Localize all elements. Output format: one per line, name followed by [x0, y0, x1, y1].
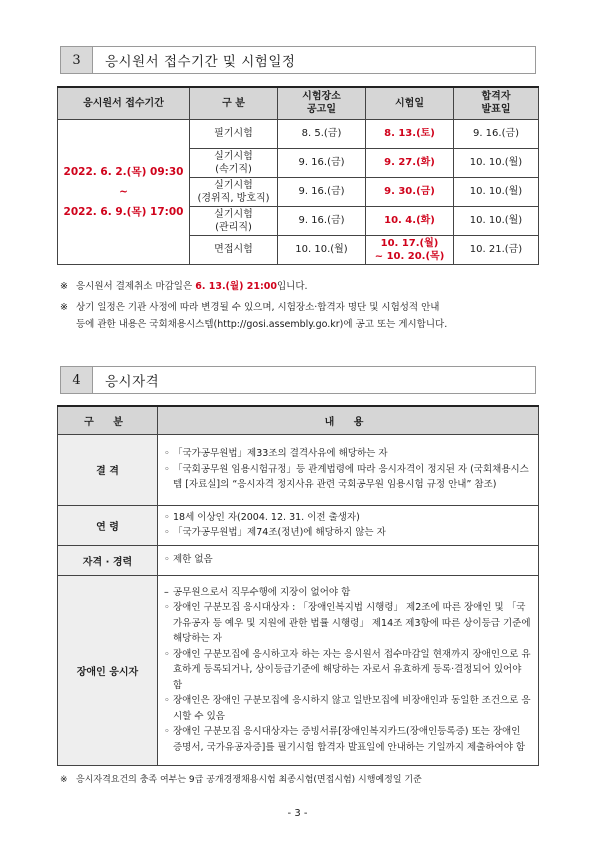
qualification-footnote: ※ 응시자격요건의 충족 여부는 9급 공개경쟁채용시험 최종시험(면접시험) 시행예정일 기준	[60, 772, 540, 789]
row-exam-date: 9. 27.(화)	[366, 148, 454, 177]
section3-number: 3	[61, 47, 93, 73]
header-notice: 시험장소 공고일	[278, 87, 366, 119]
row-notice: 9. 16.(금)	[278, 148, 366, 177]
row-type: 면접시험	[190, 235, 278, 264]
period-start: 2022. 6. 2.(목) 09:30	[63, 165, 184, 178]
section4-header	[60, 366, 536, 394]
row-label-disqualification: 결 격	[58, 434, 158, 505]
schedule-table	[57, 86, 539, 265]
list-item: ◦ 제한 없음	[164, 554, 213, 566]
row-notice: 9. 16.(금)	[278, 177, 366, 206]
section3-title: 응시원서 접수기간 및 시험일정	[105, 54, 296, 70]
application-period	[58, 119, 190, 264]
section3-header	[60, 46, 536, 74]
note-mark: ※	[60, 775, 68, 785]
table-row	[58, 119, 539, 148]
period-end: 2022. 6. 9.(목) 17:00	[63, 205, 184, 218]
row-label-disabled: 장애인 응시자	[58, 575, 158, 765]
header-result: 합격자 발표일	[454, 87, 539, 119]
table-row	[58, 434, 539, 505]
row-content-disabled	[158, 575, 539, 765]
header-type: 구 분	[58, 406, 158, 434]
list-item: ◦ 장애인 구분모집 응시대상자는 증빙서류[장애인복지카드(장애인등록증) 또는 장애인 증명서, 국가유공자증]를 필기시험 합격자 발표일에 안내하는 기일까지 제출하여야 함	[164, 726, 526, 753]
row-notice: 9. 16.(금)	[278, 206, 366, 235]
row-result: 10. 10.(월)	[454, 177, 539, 206]
section4-title: 응시자격	[105, 374, 160, 390]
list-item: ◦ 「국가공무원법」제74조(정년)에 해당하지 않는 자	[164, 527, 386, 538]
list-item: ◦ 장애인은 장애인 구분모집에 응시하지 않고 일반모집에 비장애인과 동일한 조건으로 응시할 수 있음	[164, 695, 531, 722]
row-result: 10. 10.(월)	[454, 206, 539, 235]
header-period: 응시원서 접수기간	[58, 87, 190, 119]
row-notice: 10. 10.(월)	[278, 235, 366, 264]
note-mark: ※	[60, 281, 68, 292]
list-item: – 공무원으로서 직무수행에 지장이 없어야 함	[164, 586, 351, 598]
row-exam-date: 10. 4.(화)	[366, 206, 454, 235]
row-exam-date: 9. 30.(금)	[366, 177, 454, 206]
schedule-header-row	[58, 87, 539, 119]
table-row	[58, 575, 539, 765]
row-result: 9. 16.(금)	[454, 119, 539, 148]
period-tilde: ~	[119, 185, 128, 198]
row-exam-date: 10. 17.(월) ~ 10. 20.(목)	[366, 235, 454, 264]
page-number: - 3 -	[287, 808, 308, 819]
row-label-age: 연 령	[58, 505, 158, 545]
list-item: ◦ 18세 이상인 자(2004. 12. 31. 이전 출생자)	[164, 511, 360, 523]
cancel-deadline-note: ※ 응시원서 결제취소 마감일은 6. 13.(월) 21:00입니다.	[60, 278, 540, 295]
header-content: 내 용	[158, 406, 539, 434]
table-row	[58, 505, 539, 545]
row-type: 실기시험 (관리직)	[190, 206, 278, 235]
list-item: ◦ 장애인 구분모집에 응시하고자 하는 자는 응시원서 접수마감일 현재까지 장애인으로 유효하게 등록되거나, 상이등급기준에 해당하는 자로서 유효하게 등록·결정되어 있어야 함	[164, 648, 531, 691]
list-item: ◦ 「국회공무원 임용시험규정」등 관계법령에 따라 응시자격이 정지된 자 (국회채용시스템 [자료실]의 “응시자격 정지사유 관련 국회공무원 임용시험 규정 안내” 참조)	[164, 463, 529, 491]
note-mark: ※	[60, 302, 68, 313]
header-type: 구 분	[190, 87, 278, 119]
list-item: ◦ 장애인 구분모집 응시대상자 : 「장애인복지법 시행령」 제2조에 따른 장애인 및 「국가유공자 등 예우 및 지원에 관한 법률 시행령」 제14조 제3항에 따른 상이등급 기준에 해당하는 자	[164, 602, 531, 645]
row-content-qualification	[158, 545, 539, 575]
qualification-header-row	[58, 406, 539, 434]
row-type: 실기시험 (경위직, 방호직)	[190, 177, 278, 206]
section4-number: 4	[61, 367, 93, 393]
row-content-disqualification	[158, 434, 539, 505]
row-label-qualification: 자격 · 경력	[58, 545, 158, 575]
row-result: 10. 21.(금)	[454, 235, 539, 264]
list-item: ◦ 「국가공무원법」제33조의 결격사유에 해당하는 자	[164, 448, 388, 460]
table-row	[58, 545, 539, 575]
row-notice: 8. 5.(금)	[278, 119, 366, 148]
header-exam-date: 시험일	[366, 87, 454, 119]
row-type: 필기시험	[190, 119, 278, 148]
cancel-deadline: 6. 13.(월) 21:00	[195, 281, 277, 292]
schedule-change-note: ※ 상기 일정은 기관 사정에 따라 변경될 수 있으며, 시험장소·합격자 명단 및 시험성적 안내 등에 관한 내용은 국회채용시스템(http://gosi.assembly.go.kr)에 공고 또는 게시합니다.	[60, 299, 540, 333]
row-content-age	[158, 505, 539, 545]
row-exam-date: 8. 13.(토)	[366, 119, 454, 148]
row-type: 실기시험 (속기직)	[190, 148, 278, 177]
row-result: 10. 10.(월)	[454, 148, 539, 177]
qualification-table	[57, 405, 539, 766]
